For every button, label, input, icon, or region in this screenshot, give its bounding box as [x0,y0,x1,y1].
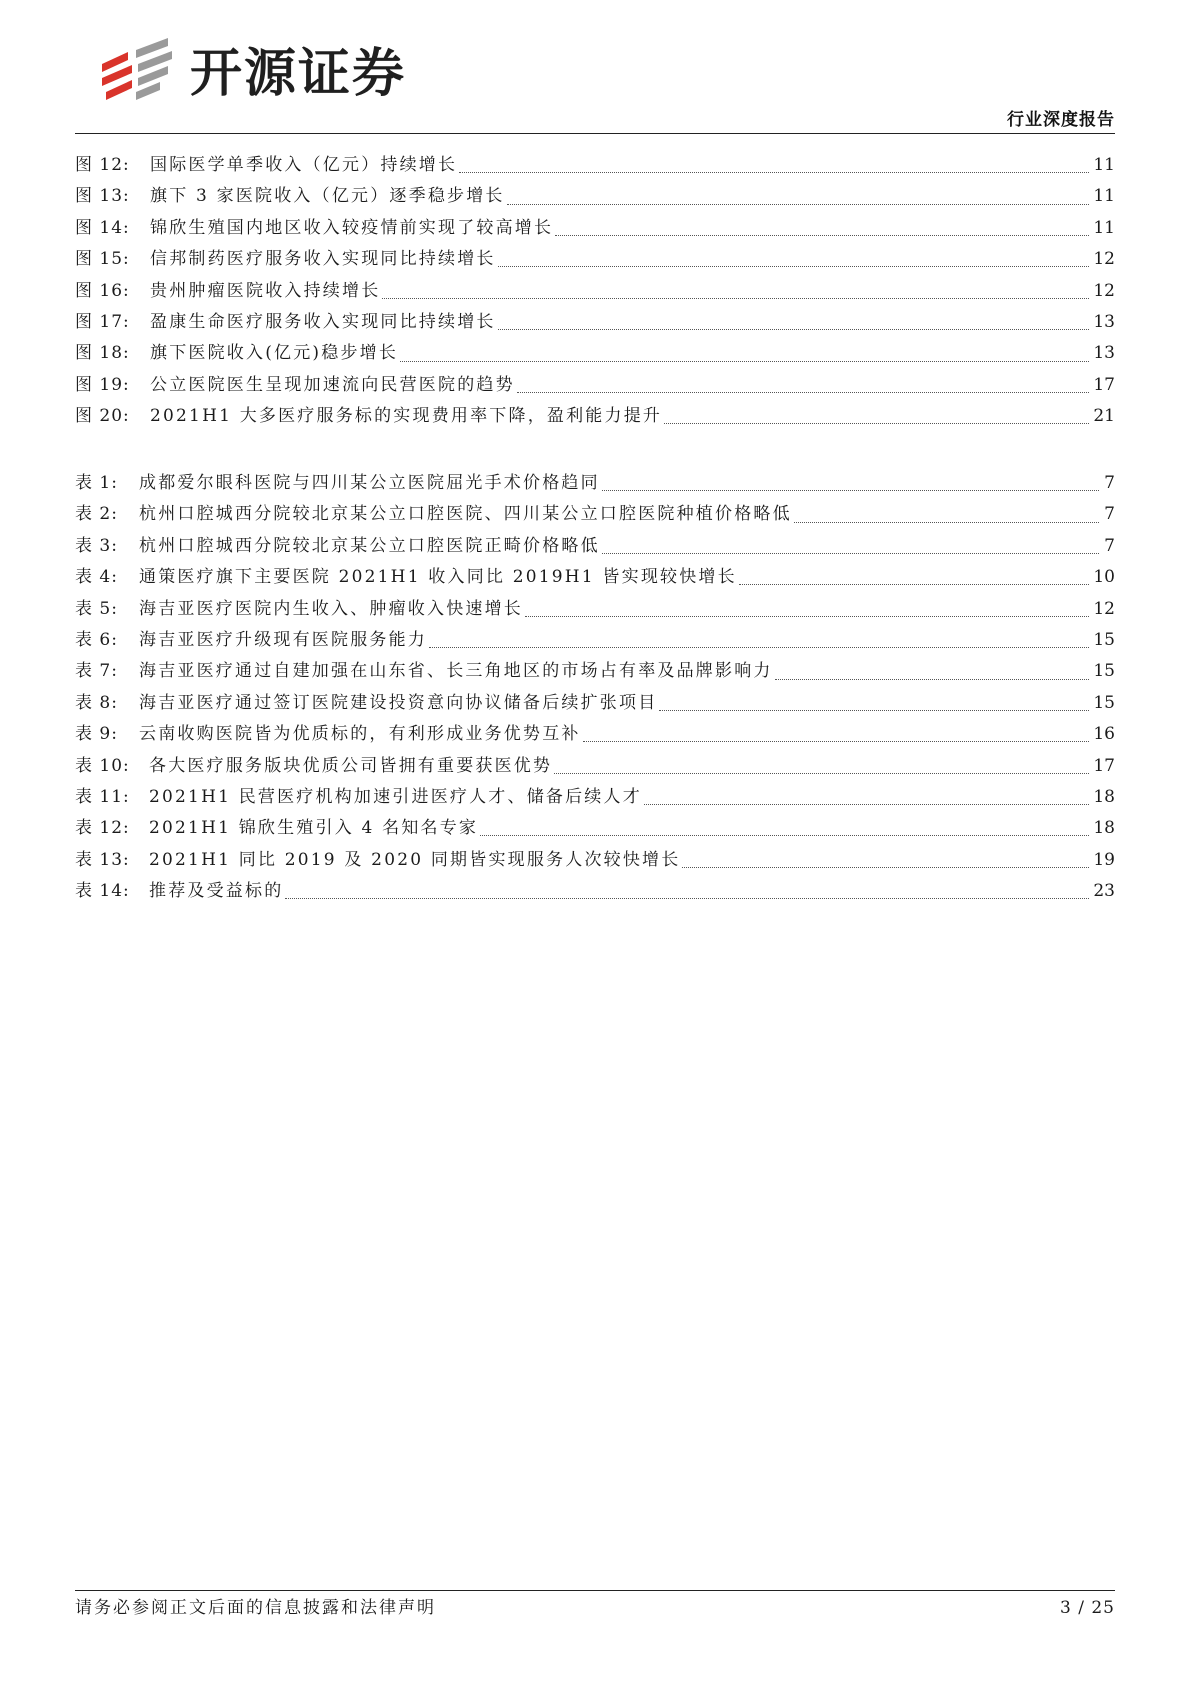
figure-entry[interactable] [75,244,1115,275]
dot-leader [498,266,1090,267]
report-type-label: 行业深度报告 [1007,110,1115,130]
table-entry-page: 23 [1093,881,1115,902]
figure-entry[interactable] [75,213,1115,244]
table-entry[interactable] [75,719,1115,750]
figure-entry-title: 锦欣生殖国内地区收入较疫情前实现了较高增长 [150,217,554,238]
figure-entry[interactable] [75,307,1115,338]
table-entry-page: 7 [1104,504,1115,525]
table-entry[interactable] [75,876,1115,907]
figure-entry-page: 11 [1093,217,1115,238]
dot-leader [480,835,1089,836]
dot-leader [664,423,1089,424]
table-entry[interactable] [75,751,1115,782]
table-entry-page: 7 [1104,473,1115,493]
table-entry-title: 云南收购医院皆为优质标的，有利形成业务优势互补 [139,724,581,745]
figure-entry-title: 2021H1 大多医疗服务标的实现费用率下降，盈利能力提升 [150,406,663,427]
table-entry[interactable] [75,813,1115,844]
figure-entry-label: 图 15: [75,249,130,270]
figure-entry-title: 国际医学单季收入（亿元）持续增长 [150,155,458,175]
dot-leader [602,553,1099,554]
figure-entry-label: 图 13: [75,186,130,207]
table-entry-page: 15 [1093,692,1115,713]
dot-leader [554,773,1089,774]
dot-leader [498,329,1090,330]
table-entry[interactable] [75,782,1115,813]
figure-entry-label: 图 20: [75,406,130,427]
table-entry-label: 表 7: [75,661,118,682]
footer-disclaimer: 请务必参阅正文后面的信息披露和法律声明 [75,1598,436,1618]
table-entry-title: 2021H1 同比 2019 及 2020 同期皆实现服务人次较快增长 [149,849,681,870]
figure-entry-page: 11 [1093,186,1115,207]
table-entry-page: 7 [1104,535,1115,556]
table-entry-title: 海吉亚医疗医院内生收入、肿瘤收入快速增长 [139,598,523,619]
figure-list [75,150,1115,433]
table-entry-page: 18 [1093,818,1115,839]
figure-entry-title: 旗下 3 家医院收入（亿元）逐季稳步增长 [150,186,505,207]
table-entry-title: 海吉亚医疗通过签订医院建设投资意向协议储备后续扩张项目 [139,692,658,713]
table-entry-label: 表 14: [75,881,130,902]
table-entry-page: 18 [1093,786,1115,807]
figure-entry[interactable] [75,370,1115,401]
dot-leader [739,584,1090,585]
table-entry-page: 15 [1093,661,1115,682]
figure-entry[interactable] [75,181,1115,212]
table-entry-label: 表 8: [75,692,118,713]
dot-leader [659,710,1089,711]
table-entry-label: 表 6: [75,629,118,650]
figure-entry-page: 17 [1093,374,1115,395]
figure-entry[interactable] [75,338,1115,369]
figure-entry-page: 21 [1093,406,1115,427]
table-entry-title: 各大医疗服务版块优质公司皆拥有重要获医优势 [149,755,553,776]
table-entry-page: 16 [1093,724,1115,745]
table-entry[interactable] [75,656,1115,687]
header-divider [75,133,1115,134]
brand-logo [98,38,458,110]
page-number: 3 / 25 [1060,1598,1115,1618]
table-entry[interactable] [75,499,1115,530]
dot-leader [400,361,1089,362]
dot-leader [429,647,1089,648]
table-entry[interactable] [75,562,1115,593]
table-entry-title: 通策医疗旗下主要医院 2021H1 收入同比 2019H1 皆实现较快增长 [139,567,737,588]
figure-entry-label: 图 14: [75,217,130,238]
table-entry-title: 成都爱尔眼科医院与四川某公立医院屈光手术价格趋同 [139,473,600,493]
table-entry-title: 推荐及受益标的 [149,881,284,902]
figure-entry-label: 图 18: [75,343,130,364]
brand-logo-icon [98,38,180,110]
table-entry[interactable] [75,845,1115,876]
brand-name: 开源证券 [190,44,407,104]
figure-entry-title: 贵州肿瘤医院收入持续增长 [150,280,381,301]
table-entry-label: 表 11: [75,786,130,807]
figure-entry-page: 12 [1093,280,1115,301]
table-entry-page: 19 [1093,849,1115,870]
table-entry-title: 杭州口腔城西分院较北京某公立口腔医院、四川某公立口腔医院种植价格略低 [139,504,792,525]
table-entry-title: 海吉亚医疗升级现有医院服务能力 [139,629,427,650]
table-entry-label: 表 9: [75,724,118,745]
table-entry[interactable] [75,594,1115,625]
figure-entry-label: 图 17: [75,311,130,332]
dot-leader [459,172,1089,173]
dot-leader [382,298,1089,299]
dot-leader [555,235,1089,236]
table-entry-label: 表 3: [75,535,118,556]
table-entry-label: 表 2: [75,504,118,525]
table-entry-page: 12 [1093,598,1115,619]
table-entry-title: 2021H1 民营医疗机构加速引进医疗人才、储备后续人才 [149,786,642,807]
dot-leader [507,204,1090,205]
figure-entry-page: 13 [1093,343,1115,364]
table-entry-label: 表 13: [75,849,130,870]
footer-divider [75,1590,1115,1591]
dot-leader [775,679,1090,680]
table-entry[interactable] [75,468,1115,499]
dot-leader [682,867,1089,868]
table-list [75,468,1115,907]
table-entry-title: 杭州口腔城西分院较北京某公立口腔医院正畸价格略低 [139,535,600,556]
figure-entry-label: 图 16: [75,280,130,301]
figure-entry-title: 公立医院医生呈现加速流向民营医院的趋势 [150,374,515,395]
figure-entry[interactable] [75,401,1115,432]
table-entry-title: 海吉亚医疗通过自建加强在山东省、长三角地区的市场占有率及品牌影响力 [139,661,773,682]
dot-leader [517,392,1090,393]
figure-entry-title: 旗下医院收入(亿元)稳步增长 [150,343,399,364]
figure-entry-page: 13 [1093,311,1115,332]
table-entry-label: 表 12: [75,818,130,839]
page-header [0,0,1190,140]
dot-leader [794,522,1099,523]
figure-entry-title: 信邦制药医疗服务收入实现同比持续增长 [150,249,496,270]
dot-leader [644,804,1089,805]
table-entry-page: 10 [1093,567,1115,588]
figure-entry-page: 12 [1093,249,1115,270]
dot-leader [525,616,1089,617]
table-entry[interactable] [75,531,1115,562]
table-entry-title: 2021H1 锦欣生殖引入 4 名知名专家 [149,818,479,839]
table-entry[interactable] [75,688,1115,719]
table-entry-page: 17 [1093,755,1115,776]
figure-entry-label: 图 19: [75,374,130,395]
table-entry-label: 表 4: [75,567,118,588]
figure-entry[interactable] [75,150,1115,181]
table-entry-label: 表 10: [75,755,130,776]
table-entry[interactable] [75,625,1115,656]
dot-leader [583,741,1090,742]
table-entry-label: 表 1: [75,473,118,493]
table-entry-label: 表 5: [75,598,118,619]
figure-entry-title: 盈康生命医疗服务收入实现同比持续增长 [150,311,496,332]
figure-entry-page: 11 [1093,155,1115,175]
dot-leader [602,490,1099,491]
dot-leader [285,898,1089,899]
figure-entry-label: 图 12: [75,155,130,175]
figure-entry[interactable] [75,276,1115,307]
table-entry-page: 15 [1093,629,1115,650]
